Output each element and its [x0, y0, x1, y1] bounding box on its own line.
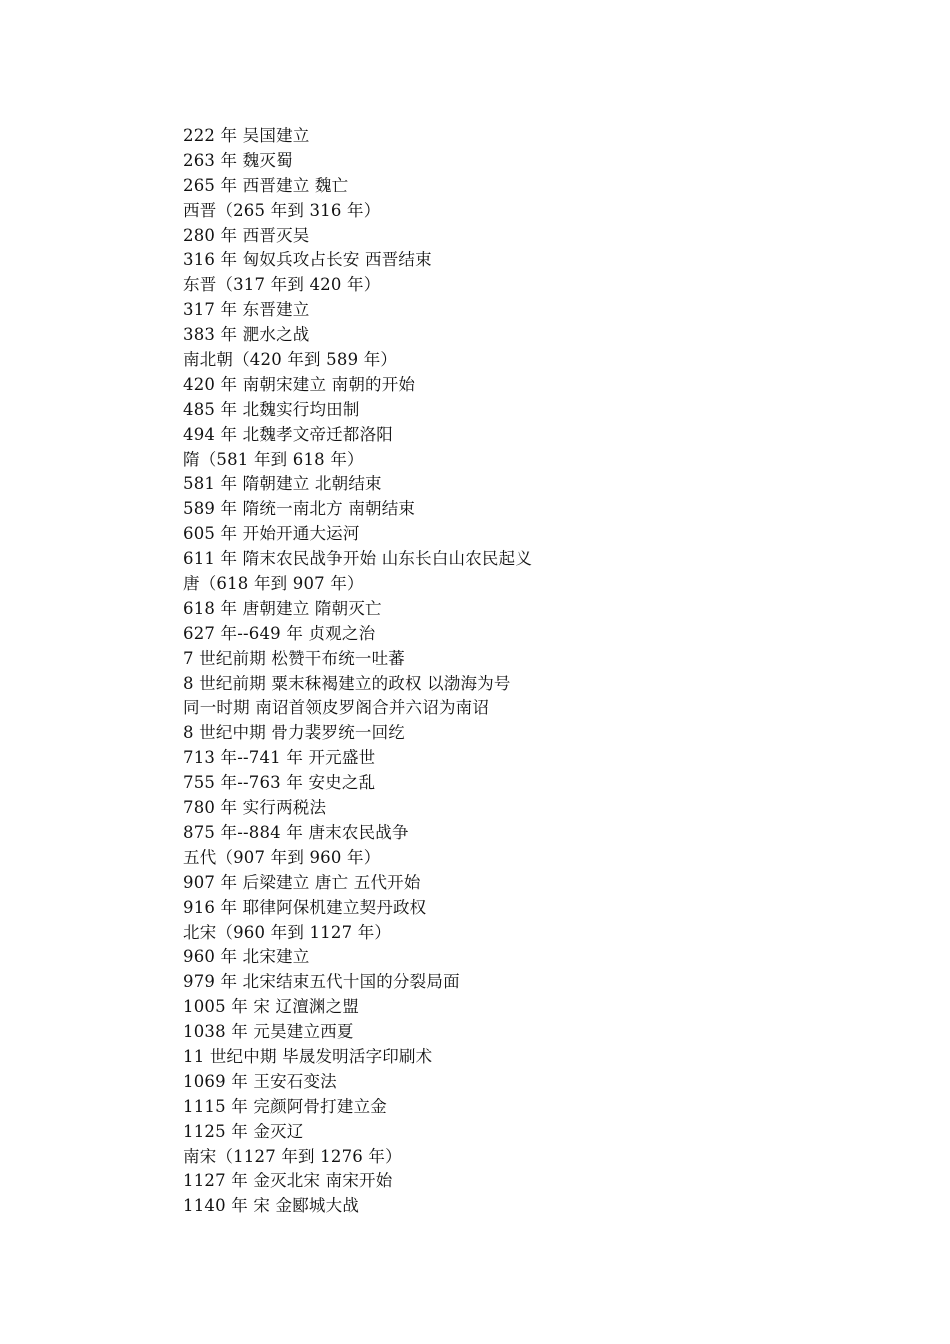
timeline-line: 713 年--741 年 开元盛世: [183, 748, 376, 768]
timeline-line: 1127 年 金灭北宋 南宋开始: [183, 1171, 393, 1191]
timeline-line: 780 年 实行两税法: [183, 798, 327, 818]
timeline-line: 627 年--649 年 贞观之治: [183, 623, 376, 643]
timeline-line: 907 年 后梁建立 唐亡 五代开始: [183, 872, 421, 892]
timeline-line: 1115 年 完颜阿骨打建立金: [183, 1096, 387, 1116]
timeline-line: 581 年 隋朝建立 北朝结束: [183, 474, 382, 494]
timeline-line: 1038 年 元昊建立西夏: [183, 1022, 354, 1042]
timeline-line: 605 年 开始开通大运河: [183, 524, 360, 544]
period-heading: 北宋（960 年到 1127 年）: [183, 922, 392, 942]
timeline-line: 8 世纪中期 骨力裴罗统一回纥: [183, 723, 405, 743]
period-heading: 唐（618 年到 907 年）: [183, 574, 364, 594]
timeline-line: 222 年 吴国建立: [183, 126, 310, 145]
timeline-line: 1140 年 宋 金郾城大战: [183, 1196, 360, 1216]
timeline-line: 494 年 北魏孝文帝迁都洛阳: [183, 424, 393, 444]
timeline-line: 11 世纪中期 毕晟发明活字印刷术: [183, 1046, 433, 1066]
timeline-line: 1125 年 金灭辽: [183, 1121, 304, 1141]
period-heading: 隋（581 年到 618 年）: [183, 449, 364, 469]
timeline-line: 265 年 西晋建立 魏亡: [183, 175, 349, 195]
period-heading: 五代（907 年到 960 年）: [183, 847, 381, 867]
period-heading: 南宋（1127 年到 1276 年）: [183, 1146, 402, 1166]
timeline-line: 同一时期 南诏首领皮罗阁合并六诏为南诏: [183, 698, 490, 718]
timeline-line: 317 年 东晋建立: [183, 300, 310, 320]
timeline-line: 589 年 隋统一南北方 南朝结束: [183, 499, 416, 519]
timeline-line: 420 年 南朝宋建立 南朝的开始: [183, 374, 416, 394]
timeline-line: 960 年 北宋建立: [183, 947, 310, 967]
timeline-line: 611 年 隋末农民战争开始 山东长白山农民起义: [183, 549, 533, 569]
timeline-line: 1069 年 王安石变法: [183, 1071, 337, 1091]
timeline-line: 618 年 唐朝建立 隋朝灭亡: [183, 598, 382, 618]
timeline-line: 485 年 北魏实行均田制: [183, 399, 360, 419]
timeline-line: 280 年 西晋灭吴: [183, 225, 310, 245]
timeline-line: 316 年 匈奴兵攻占长安 西晋结束: [183, 250, 432, 270]
timeline-line: 916 年 耶律阿保机建立契丹政权: [183, 897, 427, 917]
period-heading: 西晋（265 年到 316 年）: [183, 200, 381, 220]
timeline-line: 875 年--884 年 唐末农民战争: [183, 822, 409, 842]
timeline-line: 8 世纪前期 粟末秣褐建立的政权 以渤海为号: [183, 673, 511, 693]
timeline-line: 1005 年 宋 辽澶渊之盟: [183, 997, 360, 1017]
period-heading: 南北朝（420 年到 589 年）: [183, 350, 398, 370]
timeline-line: 979 年 北宋结束五代十国的分裂局面: [183, 972, 460, 992]
timeline-list: [183, 124, 883, 1219]
timeline-line: 7 世纪前期 松赞干布统一吐蕃: [183, 648, 405, 668]
timeline-line: 755 年--763 年 安史之乱: [183, 773, 376, 793]
timeline-line: 263 年 魏灭蜀: [183, 150, 293, 170]
timeline-line: 383 年 淝水之战: [183, 325, 310, 345]
period-heading: 东晋（317 年到 420 年）: [183, 275, 381, 295]
